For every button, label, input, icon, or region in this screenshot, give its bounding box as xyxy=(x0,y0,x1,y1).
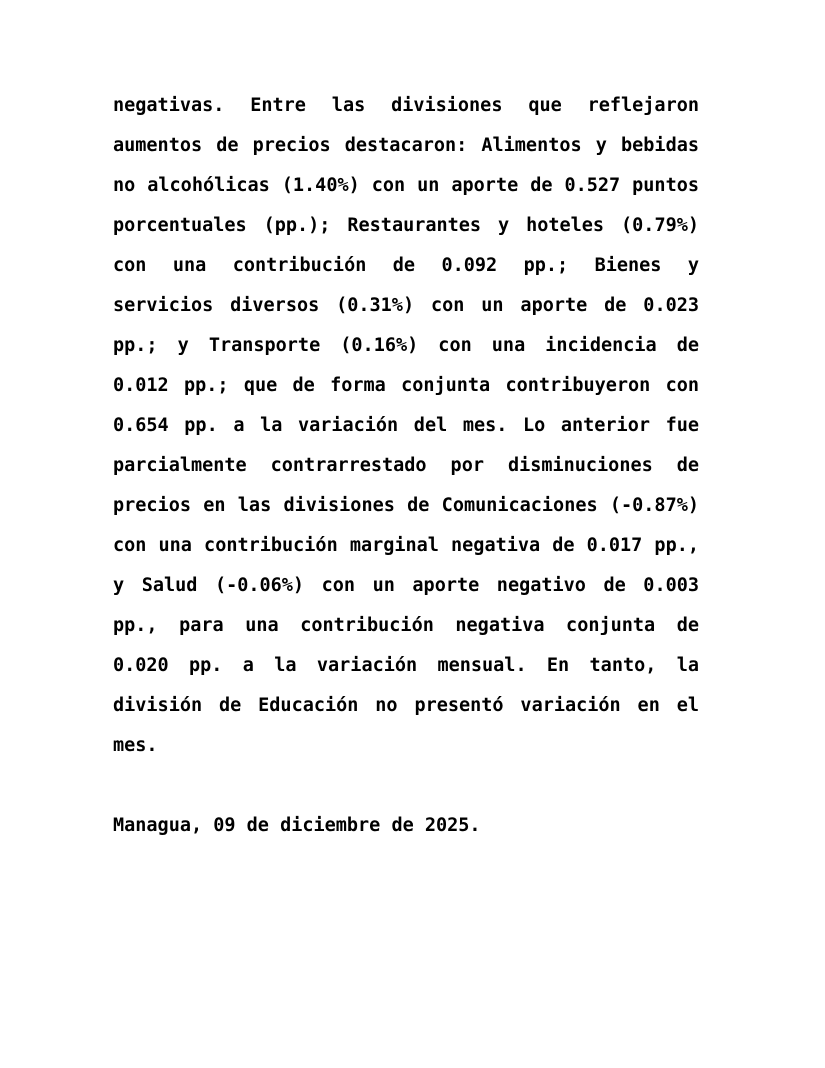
closing-dateline: Managua, 09 de diciembre de 2025. xyxy=(113,815,481,836)
document-body xyxy=(113,86,699,846)
paragraph-spacer xyxy=(113,766,699,806)
paragraph-inflation-detail: negativas. Entre las divisiones que reflejaron aumentos de precios destacaron: Alimentos y bebidas no alcohólicas (1.40%) con un aporte de 0.527 puntos porcentuales (pp.); Restaurantes y hoteles (0.79%) con una contribución de 0.092 pp.; Bienes y servicios diversos (0.31%) con un aporte de 0.023 pp.; y Transporte (0.16%) con una incidencia de 0.012 pp.; que de forma conjunta contribuyeron con 0.654 pp. a la variación del mes. Lo anterior fue parcialmente contrarrestado por disminuciones de precios en las divisiones de Comunicaciones (-0.87%) con una contribución marginal negativa de 0.017 pp., y Salud (-0.06%) con un aporte negativo de 0.003 pp., para una contribución negativa conjunta de 0.020 pp. a la variación mensual. En tanto, la división de Educación no presentó variación en el mes. xyxy=(113,95,699,756)
